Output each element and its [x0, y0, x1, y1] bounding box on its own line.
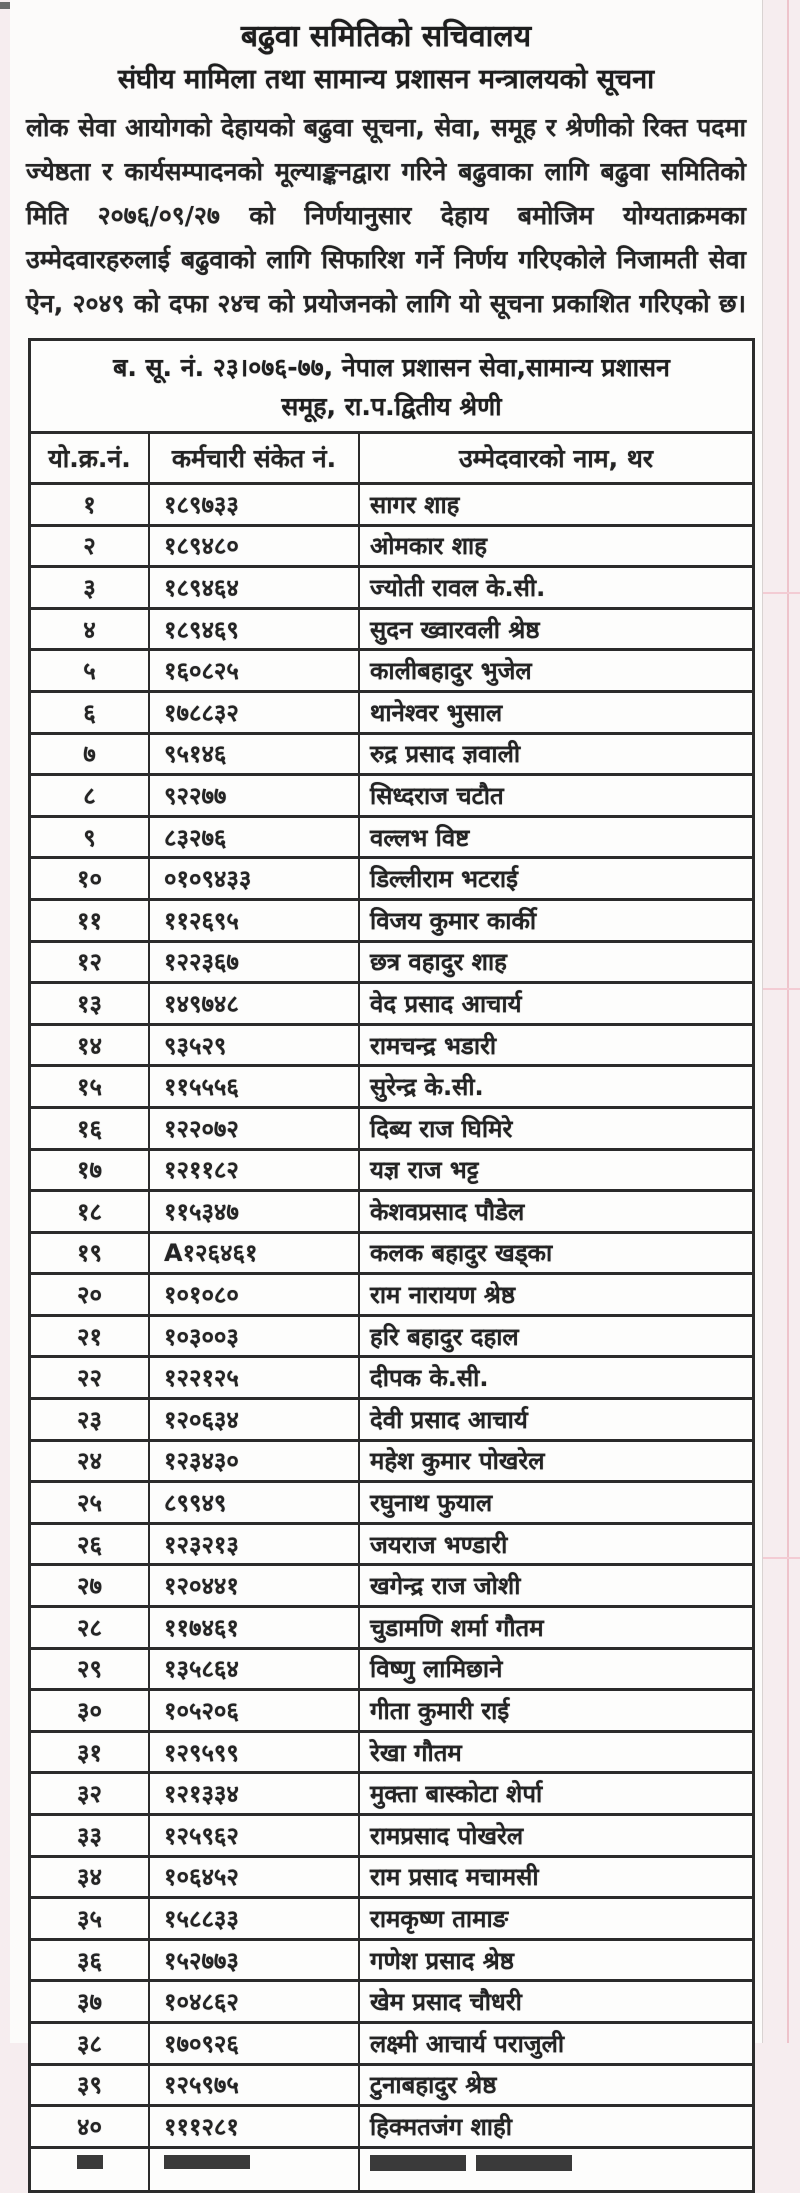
scan-pink-horizontal-line: [763, 592, 800, 594]
scan-pink-horizontal-line: [763, 1557, 800, 1559]
table-title: [31, 341, 752, 431]
cell-candidate-name: सुदन ख्वारवली श्रेष्ठ: [359, 608, 752, 650]
cell-employee-code: ११५३४७: [149, 1191, 359, 1233]
column-header-employee-code: कर्मचारी संकेत नं.: [149, 433, 359, 484]
cell-serial: ३१: [31, 1731, 149, 1773]
clipped-text-blob: [370, 2155, 466, 2171]
cell-employee-code: ११५५५६: [149, 1066, 359, 1108]
notice-title: बढुवा समितिको सचिवालय: [240, 19, 532, 54]
cell-candidate-name: थानेश्वर भुसाल: [359, 691, 752, 733]
cell-serial: २८: [31, 1607, 149, 1649]
table-row: [31, 691, 752, 733]
table-row: [31, 1898, 752, 1940]
cell-employee-code: ९२२७७: [149, 775, 359, 817]
cell-candidate-name: गीता कुमारी राई: [359, 1690, 752, 1732]
cell-employee-code: ९५१४६: [149, 733, 359, 775]
cell-candidate-name: महेश कुमार पोखरेल: [359, 1440, 752, 1482]
cell-serial: १५: [31, 1066, 149, 1108]
cell-serial: २१: [31, 1315, 149, 1357]
table-row: [31, 858, 752, 900]
cell-employee-code: १५२७७३: [149, 1939, 359, 1981]
cell-employee-code: १२११८२: [149, 1149, 359, 1191]
cell-serial: २९: [31, 1648, 149, 1690]
table-row: [31, 1440, 752, 1482]
cell-employee-code: १०५२०६: [149, 1690, 359, 1732]
cell-candidate-name: हरि बहादुर दहाल: [359, 1315, 752, 1357]
table-row: [31, 1274, 752, 1316]
cell-candidate-name: छत्र वहादुर शाह: [359, 941, 752, 983]
table-row: [31, 1107, 752, 1149]
cell-candidate-name: देवी प्रसाद आचार्य: [359, 1399, 752, 1441]
table-row: [31, 1690, 752, 1732]
clipped-cell: [149, 2147, 359, 2190]
cell-employee-code: १२५९६२: [149, 1815, 359, 1857]
cell-employee-code: १२१३३४: [149, 1773, 359, 1815]
column-header-candidate-name: उम्मेदवारको नाम, थर: [359, 433, 752, 484]
cell-serial: २५: [31, 1482, 149, 1524]
cell-employee-code: १३५८६४: [149, 1648, 359, 1690]
cell-serial: ७: [31, 733, 149, 775]
cell-employee-code: A१२६४६१: [149, 1232, 359, 1274]
cell-employee-code: १११२८१: [149, 2106, 359, 2148]
cell-candidate-name: जयराज भण्डारी: [359, 1523, 752, 1565]
cell-candidate-name: रामकृष्ण तामाङ: [359, 1898, 752, 1940]
cell-candidate-name: राम प्रसाद मचामसी: [359, 1856, 752, 1898]
table-row: [31, 1357, 752, 1399]
table-row: [31, 733, 752, 775]
scan-pink-horizontal-line: [763, 988, 800, 990]
cell-serial: १६: [31, 1107, 149, 1149]
cell-serial: २७: [31, 1565, 149, 1607]
cell-employee-code: ९३५२९: [149, 1024, 359, 1066]
cell-employee-code: १८९४८०: [149, 525, 359, 567]
cell-serial: ३२: [31, 1773, 149, 1815]
table-row: [31, 484, 752, 526]
notice-body-paragraph: लोक सेवा आयोगको देहायको बढुवा सूचना, सेवा, समूह र श्रेणीको रिक्त पदमा ज्येष्ठता र कार्यसम्पादनको मूल्याङ्कनद्वारा गरिने बढुवाका लागि बढुवा समितिको मिति २०७६/०९/२७ को निर्णयानुसार देहाय बमोजिम योग्यताक्रमका उम्मेदवारहरुलाई बढुवाको लागि सिफारिश गर्ने निर्णय गरिएकोले निजामती सेवा ऐन, २०४९ को दफा २४च को प्रयोजनको लागि यो सूचना प्रकाशित गरिएको छ।: [26, 113, 746, 318]
table-row: [31, 1315, 752, 1357]
cell-serial: २२: [31, 1357, 149, 1399]
cell-serial: ३४: [31, 1856, 149, 1898]
table-row: [31, 1024, 752, 1066]
cell-serial: २: [31, 525, 149, 567]
cell-candidate-name: रामप्रसाद पोखरेल: [359, 1815, 752, 1857]
cell-candidate-name: रेखा गौतम: [359, 1731, 752, 1773]
cell-serial: ४०: [31, 2106, 149, 2148]
cell-employee-code: ११२६९५: [149, 899, 359, 941]
candidates-table: [31, 431, 752, 2190]
cell-candidate-name: रामचन्द्र भडारी: [359, 1024, 752, 1066]
cell-employee-code: ८३२७६: [149, 816, 359, 858]
table-header-row: [31, 433, 752, 484]
cell-serial: ८: [31, 775, 149, 817]
cell-employee-code: १०४८६२: [149, 1981, 359, 2023]
cell-serial: ३५: [31, 1898, 149, 1940]
cell-employee-code: १७०९२६: [149, 2022, 359, 2064]
cell-candidate-name: वेद प्रसाद आचार्य: [359, 983, 752, 1025]
cell-candidate-name: डिल्लीराम भटराई: [359, 858, 752, 900]
cell-serial: २४: [31, 1440, 149, 1482]
cell-serial: १३: [31, 983, 149, 1025]
cell-serial: १४: [31, 1024, 149, 1066]
table-row: [31, 1232, 752, 1274]
cell-employee-code: १२०६३४: [149, 1399, 359, 1441]
table-title-line2: समूह, रा.प.द्वितीय श्रेणी: [281, 392, 502, 421]
cell-candidate-name: वल्लभ विष्ट: [359, 816, 752, 858]
cell-employee-code: १८९४६४: [149, 567, 359, 609]
table-row: [31, 1731, 752, 1773]
cell-serial: १०: [31, 858, 149, 900]
cell-employee-code: १२९५९९: [149, 1731, 359, 1773]
column-header-serial: यो.क्र.नं.: [31, 433, 149, 484]
table-row: [31, 1399, 752, 1441]
table-row: [31, 941, 752, 983]
cell-employee-code: १२३२१३: [149, 1523, 359, 1565]
cell-serial: ५: [31, 650, 149, 692]
table-row: [31, 899, 752, 941]
clipped-text-blob: [77, 2155, 103, 2169]
clipped-cell: [31, 2147, 149, 2190]
notice-subtitle: संघीय मामिला तथा सामान्य प्रशासन मन्त्रालयको सूचना: [117, 64, 655, 95]
table-row: [31, 1981, 752, 2023]
clipped-table-row: [31, 2147, 752, 2190]
table-row: [31, 1607, 752, 1649]
cell-candidate-name: रघुनाथ फुयाल: [359, 1482, 752, 1524]
cell-employee-code: ०१०९४३३: [149, 858, 359, 900]
cell-candidate-name: विष्णु लामिछाने: [359, 1648, 752, 1690]
cell-candidate-name: चुडामणि शर्मा गौतम: [359, 1607, 752, 1649]
clipped-text-blob: [476, 2155, 572, 2171]
cell-employee-code: ११७४६१: [149, 1607, 359, 1649]
table-row: [31, 525, 752, 567]
table-row: [31, 1773, 752, 1815]
table-row: [31, 1066, 752, 1108]
table-row: [31, 1149, 752, 1191]
table-row: [31, 2064, 752, 2106]
cell-serial: १७: [31, 1149, 149, 1191]
cell-candidate-name: गणेश प्रसाद श्रेष्ठ: [359, 1939, 752, 1981]
cell-employee-code: १२२०७२: [149, 1107, 359, 1149]
scan-pink-vertical-line: [787, 0, 789, 2043]
cell-candidate-name: टुनाबहादुर श्रेष्ठ: [359, 2064, 752, 2106]
cell-candidate-name: खेम प्रसाद चौधरी: [359, 1981, 752, 2023]
cell-employee-code: १२२३६७: [149, 941, 359, 983]
cell-candidate-name: राम नारायण श्रेष्ठ: [359, 1274, 752, 1316]
cell-candidate-name: यज्ञ राज भट्ट: [359, 1149, 752, 1191]
cell-employee-code: १४९७४८: [149, 983, 359, 1025]
table-row: [31, 1939, 752, 1981]
cell-candidate-name: खगेन्द्र राज जोशी: [359, 1565, 752, 1607]
cell-serial: ३८: [31, 2022, 149, 2064]
cell-candidate-name: हिक्मतजंग शाही: [359, 2106, 752, 2148]
table-row: [31, 816, 752, 858]
cell-serial: १२: [31, 941, 149, 983]
table-row: [31, 1482, 752, 1524]
cell-serial: २३: [31, 1399, 149, 1441]
cell-employee-code: १५८८३३: [149, 1898, 359, 1940]
cell-serial: ४: [31, 608, 149, 650]
cell-employee-code: १२३४३०: [149, 1440, 359, 1482]
cell-serial: ३७: [31, 1981, 149, 2023]
cell-serial: ९: [31, 816, 149, 858]
cell-employee-code: ८९९४९: [149, 1482, 359, 1524]
cell-serial: १८: [31, 1191, 149, 1233]
cell-employee-code: १०६४५२: [149, 1856, 359, 1898]
promotion-candidates-table: [28, 338, 755, 2193]
cell-candidate-name: केशवप्रसाद पौडेल: [359, 1191, 752, 1233]
cell-candidate-name: ज्योती रावल के.सी.: [359, 567, 752, 609]
table-row: [31, 567, 752, 609]
table-row: [31, 2022, 752, 2064]
cell-serial: ३९: [31, 2064, 149, 2106]
table-title-line1: ब. सू. नं. २३।०७६-७७, नेपाल प्रशासन सेवा,सामान्य प्रशासन: [113, 353, 670, 382]
cell-employee-code: १८९४६९: [149, 608, 359, 650]
cell-serial: ३३: [31, 1815, 149, 1857]
table-row: [31, 2106, 752, 2148]
cell-candidate-name: ओमकार शाह: [359, 525, 752, 567]
table-row: [31, 608, 752, 650]
cell-candidate-name: दिब्य राज घिमिरे: [359, 1107, 752, 1149]
cell-candidate-name: रुद्र प्रसाद ज्ञवाली: [359, 733, 752, 775]
cell-candidate-name: सागर शाह: [359, 484, 752, 526]
clipped-cell: [359, 2147, 752, 2190]
cell-employee-code: १०३००३: [149, 1315, 359, 1357]
cell-serial: ३६: [31, 1939, 149, 1981]
cell-employee-code: १२५९७५: [149, 2064, 359, 2106]
cell-candidate-name: सिध्दराज चटौत: [359, 775, 752, 817]
cell-candidate-name: कालीबहादुर भुजेल: [359, 650, 752, 692]
table-row: [31, 1648, 752, 1690]
cell-serial: ११: [31, 899, 149, 941]
cell-candidate-name: विजय कुमार कार्की: [359, 899, 752, 941]
cell-serial: ३०: [31, 1690, 149, 1732]
cell-employee-code: १६०८२५: [149, 650, 359, 692]
table-row: [31, 1815, 752, 1857]
cell-employee-code: १२२१२५: [149, 1357, 359, 1399]
cell-employee-code: १७८८३२: [149, 691, 359, 733]
table-row: [31, 775, 752, 817]
table-row: [31, 1565, 752, 1607]
notice-page: [10, 0, 763, 2141]
clipped-text-blob: [164, 2155, 250, 2169]
cell-serial: ३: [31, 567, 149, 609]
cell-serial: १९: [31, 1232, 149, 1274]
cell-candidate-name: दीपक के.सी.: [359, 1357, 752, 1399]
table-row: [31, 1856, 752, 1898]
cell-candidate-name: मुक्ता बास्कोटा शेर्पा: [359, 1773, 752, 1815]
table-row: [31, 983, 752, 1025]
cell-serial: १: [31, 484, 149, 526]
cell-employee-code: १८९७३३: [149, 484, 359, 526]
cell-serial: २६: [31, 1523, 149, 1565]
cell-employee-code: १२०४४१: [149, 1565, 359, 1607]
cell-candidate-name: लक्ष्मी आचार्य पराजुली: [359, 2022, 752, 2064]
cell-serial: २०: [31, 1274, 149, 1316]
table-row: [31, 1191, 752, 1233]
table-row: [31, 650, 752, 692]
table-row: [31, 1523, 752, 1565]
cell-candidate-name: कलक बहादुर खड्का: [359, 1232, 752, 1274]
cell-employee-code: १०१०८०: [149, 1274, 359, 1316]
cell-candidate-name: सुरेन्द्र के.सी.: [359, 1066, 752, 1108]
cell-serial: ६: [31, 691, 149, 733]
